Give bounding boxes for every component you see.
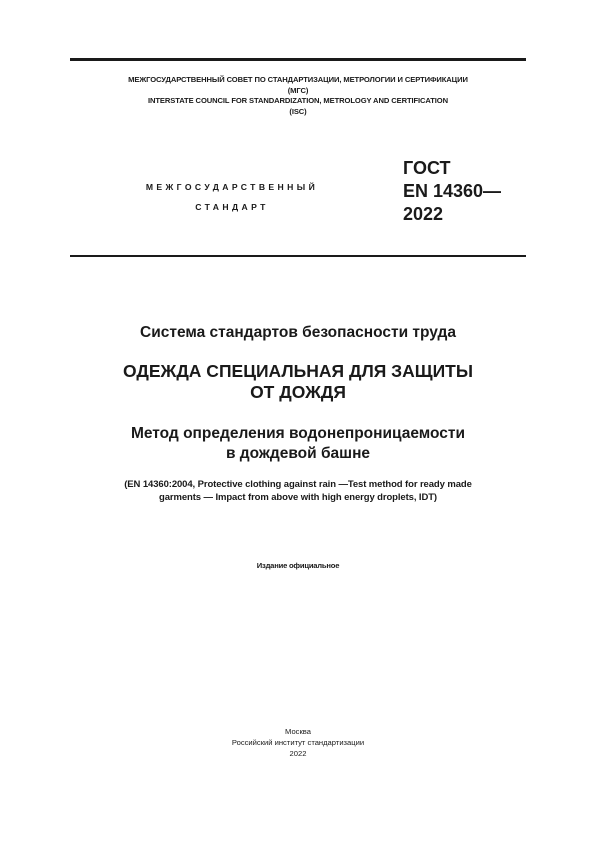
system-title: Система стандартов безопасности труда — [140, 324, 456, 341]
council-ru-abbr: (МГС) — [287, 85, 309, 95]
main-title-line1: ОДЕЖДА СПЕЦИАЛЬНАЯ ДЛЯ ЗАЩИТЫ — [123, 361, 473, 381]
council-ru-name: МЕЖГОСУДАРСТВЕННЫЙ СОВЕТ ПО СТАНДАРТИЗАЦИИ, МЕТРОЛОГИИ И СЕРТИФИКАЦИИ — [128, 75, 468, 84]
main-title-line2: ОТ ДОЖДЯ — [250, 382, 346, 402]
council-header — [70, 75, 526, 117]
standard-type-line1: МЕЖГОСУДАРСТВЕННЫЙ — [145, 182, 319, 192]
top-rule — [70, 58, 526, 61]
council-en-name: INTERSTATE COUNCIL FOR STANDARDIZATION, METROLOGY AND CERTIFICATION — [148, 96, 448, 105]
middle-rule — [70, 255, 526, 257]
standard-code-line2: EN 14360— — [403, 181, 502, 201]
en-reference-line1: (EN 14360:2004, Protective clothing against rain —Test method for ready made — [124, 479, 472, 490]
council-en-abbr: (ISC) — [289, 106, 307, 116]
footer-city: Москва — [285, 727, 311, 736]
standard-type-line2: СТАНДАРТ — [195, 202, 269, 212]
method-title — [70, 424, 526, 464]
main-title — [70, 361, 526, 403]
edition-note: Издание официальное — [256, 561, 340, 570]
en-reference-line2: garments — Impact from above with high energy droplets, IDT) — [159, 492, 437, 503]
footer-publisher: Российский институт стандартизации — [231, 738, 365, 747]
method-title-line2: в дождевой башне — [225, 445, 371, 462]
standard-code-line1: ГОСТ — [403, 158, 451, 178]
method-title-line1: Метод определения водонепроницаемости — [130, 425, 466, 442]
en-reference — [70, 478, 526, 504]
footer-year: 2022 — [289, 749, 307, 758]
standard-code-line3: 2022 — [403, 204, 444, 224]
publisher-footer — [70, 726, 526, 759]
standard-code — [403, 157, 501, 226]
standard-type — [112, 177, 352, 217]
